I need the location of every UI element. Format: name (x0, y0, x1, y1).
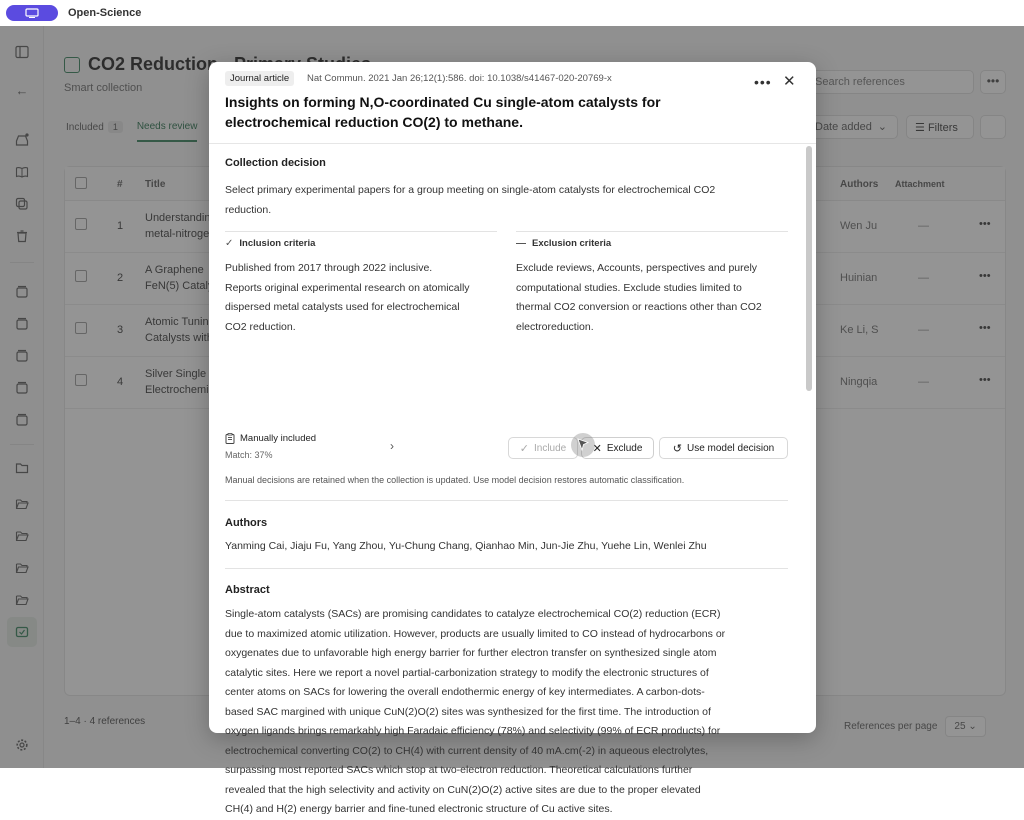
monitor-icon (25, 8, 39, 18)
decision-status-label: Manually included (240, 433, 317, 444)
paper-title-line: electrochemical reduction CO(2) to methane. (225, 114, 523, 130)
divider (516, 231, 788, 232)
abstract-line: CH(4) and H(2) energy barrier and fine-tuned electronic structure of Cu active sites. (225, 803, 613, 815)
abstract-line: center atoms on SACs for lowering the overall endothermic energy of key intermediates. A carbon-dots- (225, 686, 705, 698)
abstract-line: oxygenates due to unfavorable high energy barrier for further electron transfer on synthesized single atom (225, 647, 717, 659)
exclusion-line: electroreduction. (516, 320, 594, 333)
abstract-text (225, 605, 800, 820)
divider (225, 500, 788, 501)
abstract-line: catalytic sites. Here we report a novel partial-carbonization strategy to modify the electronic structures of (225, 666, 709, 679)
item-type-badge: Journal article (225, 71, 294, 86)
exclusion-criteria-heading (516, 238, 611, 249)
cursor-arrow-icon (577, 438, 589, 452)
decision-intro (225, 181, 795, 220)
exclusion-line: Exclude reviews, Accounts, perspectives and purely (516, 262, 758, 274)
divider (225, 568, 788, 569)
paper-title (225, 92, 725, 132)
decision-note: Manual decisions are retained when the collection is updated. Use model decision restores automatic classification. (225, 475, 685, 485)
abstract-line: due to maximized atomic utilization. However, products are usually limited to CO instead of hydrocarbons or (225, 627, 726, 640)
use-model-decision-button[interactable] (659, 437, 788, 459)
dialog-body (209, 144, 816, 815)
minus-icon: — (516, 238, 526, 249)
close-icon[interactable]: ✕ (783, 73, 796, 90)
decision-intro-line: Select primary experimental papers for a group meeting on single-atom catalysts for electrochemical CO2 (225, 184, 716, 196)
exclude-button-label: Exclude (606, 442, 643, 454)
exclusion-line: thermal CO2 conversion or reactions other than CO2 (516, 301, 762, 313)
exclusion-criteria-label: Exclusion criteria (532, 238, 612, 249)
chevron-right-icon[interactable]: › (390, 439, 394, 453)
undo-icon: ↺ (672, 442, 682, 455)
app-switcher-button[interactable] (6, 5, 58, 21)
abstract-heading: Abstract (225, 584, 270, 596)
more-options-icon[interactable]: ••• (754, 74, 772, 90)
check-icon: ✓ (519, 442, 529, 455)
abstract-line: electrochemical converting CO(2) to CH(4) with current density of 40 mA.cm(-2) in aqueous electrolytes, (225, 744, 709, 757)
reference-detail-dialog (209, 62, 816, 815)
mouse-cursor (571, 433, 595, 457)
check-icon: ✓ (225, 238, 234, 249)
dialog-header (209, 62, 816, 144)
authors-list: Yanming Cai, Jiaju Fu, Yang Zhou, Yu-Chung Chang, Qianhao Min, Jun-Jie Zhu, Yuehe Lin, Wenlei Zhu (225, 540, 707, 552)
inclusion-criteria-heading (225, 238, 315, 249)
abstract-line: oxygen ligands brings remarkably high Faradaic efficiency (78%) and selectivity (99% of ECR products) for (225, 725, 721, 737)
abstract-line: Single-atom catalysts (SACs) are promising candidates to catalyze electrochemical CO(2) reduction (ECR) (225, 608, 721, 620)
inclusion-line: Published from 2017 through 2022 inclusive. (225, 262, 433, 274)
inclusion-line: CO2 reduction. (225, 320, 296, 333)
inclusion-line: dispersed metal catalysts used for electrochemical (225, 301, 460, 313)
abstract-line: surpassing most reported SACs which stop at two-electron reduction. Theoretical calculations further (225, 764, 693, 776)
use-model-decision-label: Use model decision (686, 442, 775, 454)
divider (225, 231, 497, 232)
paper-title-line: Insights on forming N,O-coordinated Cu single-atom catalysts for (225, 94, 661, 110)
citation: Nat Commun. 2021 Jan 26;12(1):586. doi: 10.1038/s41467-020-20769-x (307, 73, 612, 84)
decision-status[interactable] (225, 433, 316, 444)
decision-intro-line: reduction. (225, 203, 272, 216)
inclusion-criteria-label: Inclusion criteria (239, 238, 316, 249)
exclusion-criteria-text (516, 259, 801, 337)
x-icon: ✕ (592, 442, 602, 455)
exclusion-line: computational studies. Exclude studies limited to (516, 281, 742, 294)
inclusion-criteria-text (225, 259, 510, 337)
scrollbar[interactable] (806, 146, 812, 391)
inclusion-line: Reports original experimental research on atomically (225, 281, 470, 294)
authors-heading: Authors (225, 517, 268, 529)
include-button[interactable] (508, 437, 578, 459)
abstract-line: based SAC margined with unique CuN(2)O(2) sites was synthesized for the first time. The introduction of (225, 705, 711, 718)
abstract-line: revealed that the high selectivity and activity on CuN(2)O(2) active sites are due to the proper elevated (225, 783, 701, 796)
collection-decision-heading: Collection decision (225, 157, 326, 169)
app-name: Open-Science (68, 7, 142, 19)
include-button-label: Include (533, 442, 567, 454)
match-score: Match: 37% (225, 450, 273, 460)
clipboard-icon (225, 433, 235, 444)
title-bar (0, 0, 1024, 26)
